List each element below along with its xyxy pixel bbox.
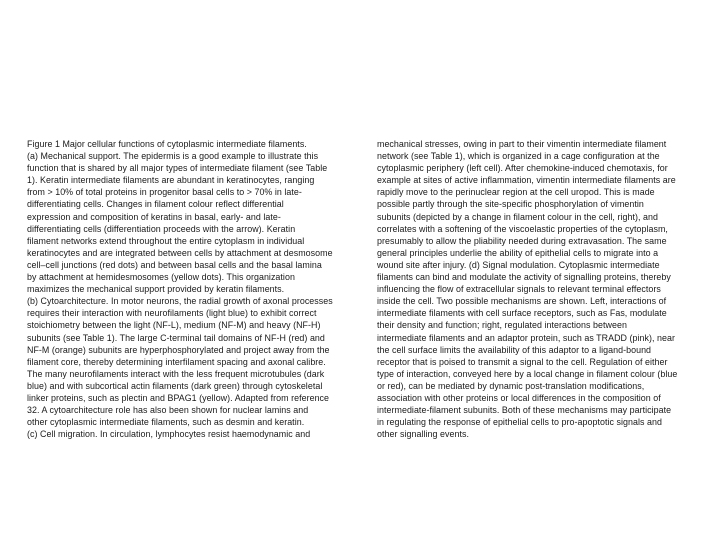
caption-column-left <box>27 138 355 440</box>
caption-line: possible partly through the site-specific phosphorylation of vimentin <box>377 199 644 210</box>
caption-line: from > 10% of total proteins in progenitor basal cells to > 70% in late- <box>27 187 302 198</box>
caption-line: function that is shared by all major types of intermediate filament (see Table <box>27 163 328 174</box>
caption-line: their density and function; right, regulated interactions between <box>377 320 627 331</box>
caption-line: stoichiometry between the light (NF-L), medium (NF-M) and heavy (NF-H) <box>27 320 321 331</box>
caption-line: filament networks extend throughout the entire cytoplasm in individual <box>27 235 305 246</box>
caption-line: NF-M (orange) subunits are hyperphosphorylated and project away from the <box>27 344 330 355</box>
caption-line: association with other proteins or local differences in the composition of <box>377 392 661 403</box>
caption-line: correlates with a softening of the viscoelastic properties of the cytoplasm, <box>377 223 668 234</box>
caption-line: subunits (see Table 1). The large C-terminal tail domains of NF-H (red) and <box>27 332 325 343</box>
caption-line: 32. A cytoarchitecture role has also been shown for nuclear lamins and <box>27 405 309 416</box>
caption-line: intermediate filaments with cell surface receptors, such as Fas, modulate <box>377 308 667 319</box>
caption-line: influencing the flow of extracellular signals to relevant terminal effectors <box>377 284 661 295</box>
caption-line: or red), can be mediated by dynamic post-translation modifications, <box>377 380 645 391</box>
caption-line: general principles underlie the ability of epithelial cells to migrate into a <box>377 247 659 258</box>
caption-line: type of interaction, conveyed here by a local change in filament colour (blue <box>377 368 678 379</box>
caption-line: intermediate-filament subunits. Both of these mechanisms may participate <box>377 405 672 416</box>
caption-line: Figure 1 Major cellular functions of cytoplasmic intermediate filaments. <box>27 139 307 149</box>
caption-line: requires their interaction with neurofilaments (light blue) to exhibit correct <box>27 308 317 319</box>
caption-line: subunits (depicted by a change in filament colour in the cell, right), and <box>377 211 658 222</box>
caption-line: rapidly move to the perinuclear region at the cell uropod. This is made <box>377 187 655 198</box>
caption-line: inside the cell. Two possible mechanisms are shown. Left, interactions of <box>377 296 667 307</box>
caption-line: other signalling events. <box>377 429 469 440</box>
caption-line: cytoplasmic periphery (left cell). After chemokine-induced chemotaxis, for <box>377 163 668 174</box>
caption-line: the cell surface limits the availability of this adaptor to a ligand-bound <box>377 344 652 355</box>
caption-line: receptor that is poised to transmit a signal to the cell. Regulation of either <box>377 356 668 367</box>
caption-line: expression and composition of keratins in basal, early- and late- <box>27 211 281 222</box>
caption-line: filaments can bind and modulate the activity of signalling proteins, thereby <box>377 272 671 283</box>
caption-line: keratinocytes and are integrated between cells by attachment at desmosome <box>27 247 333 258</box>
caption-line: by attachment at hemidesmosomes (yellow dots). This organization <box>27 272 295 283</box>
caption-line: differentiating cells (differentiation proceeds with the arrow). Keratin <box>27 223 296 234</box>
caption-column-right <box>377 138 705 440</box>
caption-line: wound site after injury. (d) Signal modulation. Cytoplasmic intermediate <box>377 259 660 270</box>
caption-line: maximizes the mechanical support provided by keratin filaments. <box>27 284 285 295</box>
caption-line: (a) Mechanical support. The epidermis is a good example to illustrate this <box>27 151 319 162</box>
caption-line: differentiating cells. Changes in filament colour reflect differential <box>27 199 284 210</box>
caption-line: mechanical stresses, owing in part to their vimentin intermediate filament <box>377 139 667 149</box>
caption-line: (b) Cytoarchitecture. In motor neurons, the radial growth of axonal processes <box>27 296 333 307</box>
caption-line: other cytoplasmic intermediate filaments, such as desmin and keratin. <box>27 417 305 428</box>
caption-line: linker proteins, such as plectin and BPAG1 (yellow). Adapted from reference <box>27 392 330 403</box>
caption-line: example at sites of active inflammation, vimentin intermediate filaments are <box>377 175 676 186</box>
caption-line: cell–cell junctions (red dots) and between basal cells and the basal lamina <box>27 259 322 270</box>
caption-line: presumably to allow the pliability needed during extravasation. The same <box>377 235 667 246</box>
caption-line: blue) and with subcortical actin filaments (dark green) through cytoskeletal <box>27 380 323 391</box>
caption-line: in regulating the response of epithelial cells to pro-apoptotic signals and <box>377 417 662 428</box>
caption-line: intermediate filaments and an adaptor protein, such as TRADD (pink), near <box>377 332 675 343</box>
caption-line: The many neurofilaments interact with the less frequent microtubules (dark <box>27 368 325 379</box>
caption-line: network (see Table 1), which is organized in a cage configuration at the <box>377 151 660 162</box>
caption-line: (c) Cell migration. In circulation, lymphocytes resist haemodynamic and <box>27 429 311 440</box>
caption-line: 1). Keratin intermediate filaments are abundant in keratinocytes, ranging <box>27 175 315 186</box>
caption-line: filament core, thereby determining interfilament spacing and axonal calibre. <box>27 356 326 367</box>
